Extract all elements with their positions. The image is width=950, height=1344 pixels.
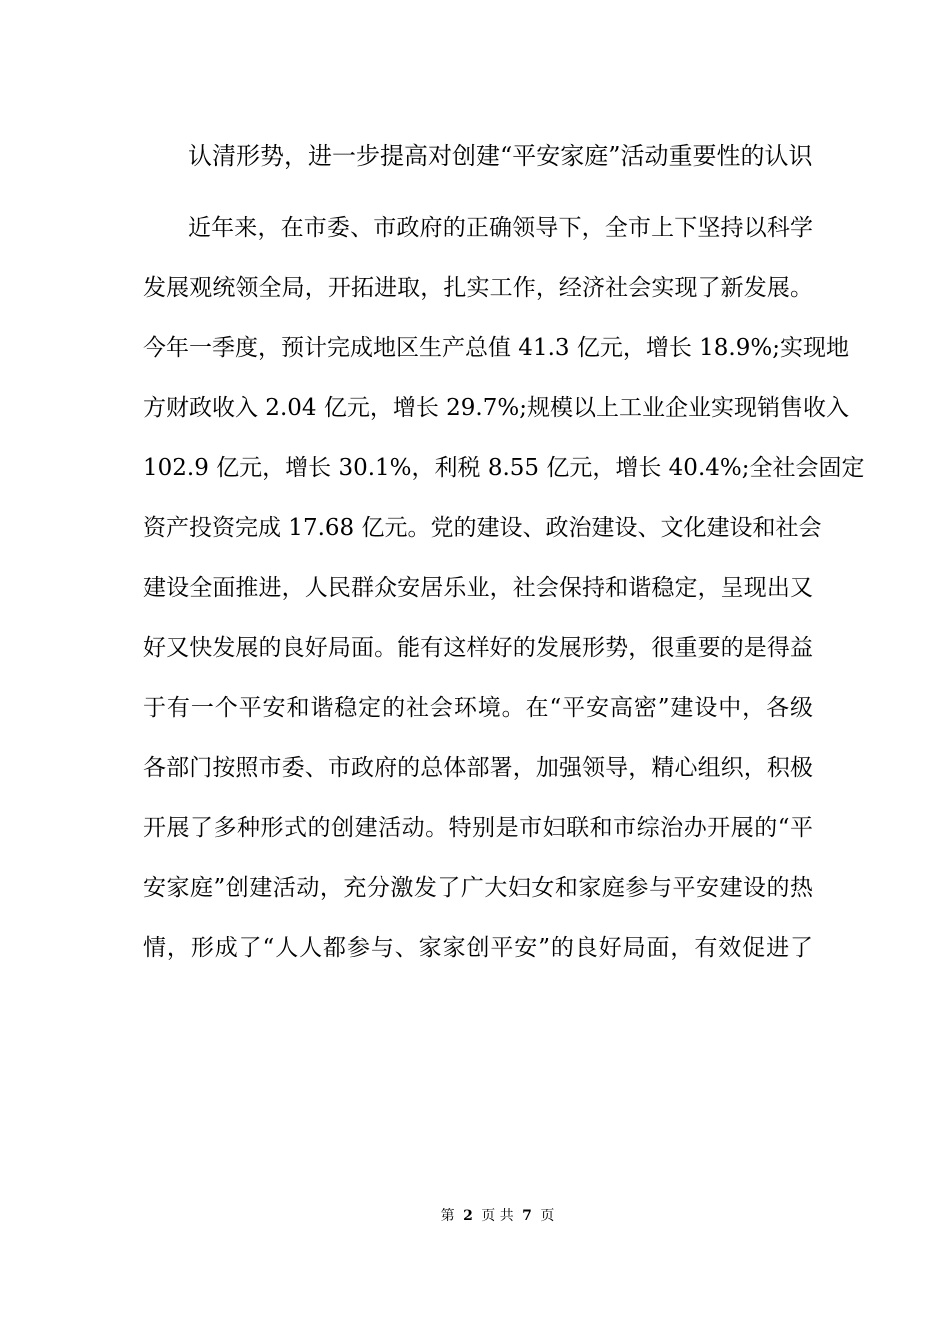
section-heading: 认清形势，进一步提高对创建“平安家庭”活动重要性的认识 [188, 142, 813, 170]
total-pages-number: 7 [522, 1208, 532, 1224]
body-line: 于有一个平安和谐稳定的社会环境。在“平安高密”建设中，各级 [143, 695, 813, 721]
page-footer [0, 1206, 950, 1226]
footer-suffix: 页 [540, 1208, 555, 1224]
body-line: 近年来，在市委、市政府的正确领导下，全市上下坚持以科学 [188, 215, 813, 241]
body-text [143, 204, 865, 984]
body-line: 资产投资完成 17.68 亿元。党的建设、政治建设、文化建设和社会 [143, 515, 822, 541]
footer-middle: 页 共 [481, 1208, 514, 1224]
body-line: 方财政收入 2.04 亿元，增长 29.7%;规模以上工业企业实现销售收入 [143, 395, 849, 421]
body-line: 情，形成了“人人都参与、家家创平安”的良好局面，有效促进了 [143, 935, 813, 961]
body-line: 各部门按照市委、市政府的总体部署，加强领导，精心组织，积极 [143, 755, 813, 781]
body-line: 发展观统领全局，开拓进取，扎实工作，经济社会实现了新发展。 [143, 275, 813, 301]
body-line: 好又快发展的良好局面。能有这样好的发展形势，很重要的是得益 [143, 635, 813, 661]
body-line: 102.9 亿元，增长 30.1%，利税 8.55 亿元，增长 40.4%;全社会固定 [143, 455, 865, 481]
body-line: 今年一季度，预计完成地区生产总值 41.3 亿元，增长 18.9%;实现地 [143, 335, 849, 361]
body-line: 开展了多种形式的创建活动。特别是市妇联和市综治办开展的“平 [143, 815, 813, 841]
current-page-number: 2 [463, 1208, 473, 1224]
body-line: 建设全面推进，人民群众安居乐业，社会保持和谐稳定，呈现出又 [143, 575, 813, 601]
footer-prefix: 第 [440, 1208, 455, 1224]
body-line: 安家庭”创建活动，充分激发了广大妇女和家庭参与平安建设的热 [143, 875, 813, 901]
